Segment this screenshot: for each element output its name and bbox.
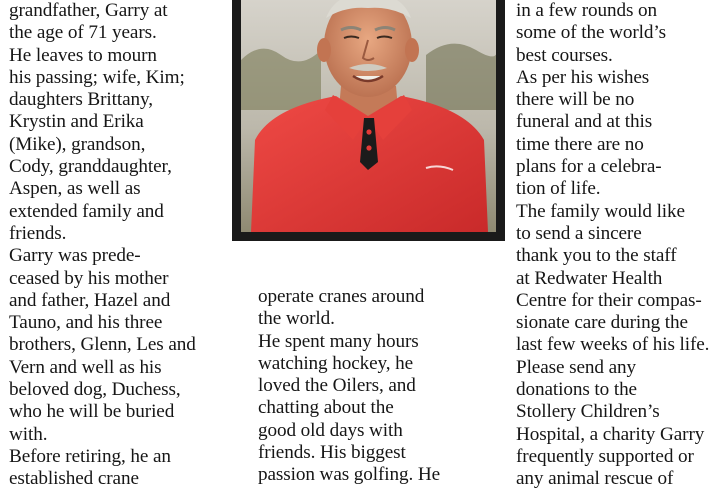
text-line: ceased by his mother (9, 267, 169, 289)
obituary-column-left (9, 0, 196, 491)
text-line: loved the Oilers, and (258, 375, 416, 397)
obituary-column-middle (258, 286, 440, 487)
text-line: Garry was prede- (9, 245, 141, 267)
text-line: The family would like (516, 200, 685, 222)
text-line: established crane (9, 468, 139, 490)
text-line: and father, Hazel and (9, 289, 171, 311)
text-line: Please send any (516, 356, 636, 378)
portrait-photo (241, 0, 496, 232)
text-line: plans for a celebra- (516, 156, 662, 178)
text-line: He spent many hours (258, 330, 419, 352)
text-line: Krystin and Erika (9, 111, 144, 133)
text-line: at Redwater Health (516, 267, 663, 289)
portrait-photo-frame (232, 0, 505, 241)
text-line: Before retiring, he an (9, 445, 171, 467)
text-line: Tauno, and his three (9, 312, 163, 334)
text-line: to send a sincere (516, 222, 642, 244)
text-line: grandfather, Garry at (9, 0, 168, 21)
text-line: best courses. (516, 44, 613, 66)
text-line: frequently supported or (516, 445, 694, 467)
text-line: his passing; wife, Kim; (9, 66, 185, 88)
text-line: sionate care during the (516, 312, 688, 334)
text-line: the world. (258, 308, 335, 330)
text-line: there will be no (516, 89, 635, 111)
text-line: with. (9, 423, 48, 445)
text-line: tion of life. (516, 178, 601, 200)
text-line: chatting about the (258, 397, 394, 419)
text-line: who he will be buried (9, 401, 175, 423)
text-line: extended family and (9, 200, 164, 222)
text-line: Vern and well as his (9, 356, 162, 378)
text-line: friends. His biggest (258, 442, 406, 464)
text-line: time there are no (516, 133, 644, 155)
text-line: some of the world’s (516, 22, 666, 44)
text-line: brothers, Glenn, Les and (9, 334, 196, 356)
text-line: watching hockey, he (258, 352, 414, 374)
text-line: Cody, granddaughter, (9, 156, 172, 178)
text-line: last few weeks of his life. (516, 334, 710, 356)
text-line: daughters Brittany, (9, 89, 153, 111)
text-line: He leaves to mourn (9, 44, 157, 66)
text-line: Stollery Children’s (516, 401, 660, 423)
text-line: good old days with (258, 419, 403, 441)
text-line: any animal rescue of (516, 468, 674, 490)
text-line: operate cranes around (258, 286, 425, 307)
text-line: Hospital, a charity Garry (516, 423, 705, 445)
text-line: (Mike), grandson, (9, 133, 146, 155)
obituary-column-right (516, 0, 709, 491)
text-line: in a few rounds on (516, 0, 658, 21)
text-line: Aspen, as well as (9, 178, 141, 200)
text-line: Centre for their compas- (516, 289, 702, 311)
text-line: friends. (9, 222, 67, 244)
text-line: funeral and at this (516, 111, 653, 133)
text-line: donations to the (516, 379, 637, 401)
portrait-illustration (241, 0, 496, 232)
text-line: beloved dog, Duchess, (9, 379, 181, 401)
text-line: thank you to the staff (516, 245, 677, 267)
text-line: As per his wishes (516, 66, 650, 88)
text-line: passion was golfing. He (258, 464, 441, 486)
text-line: the age of 71 years. (9, 22, 157, 44)
